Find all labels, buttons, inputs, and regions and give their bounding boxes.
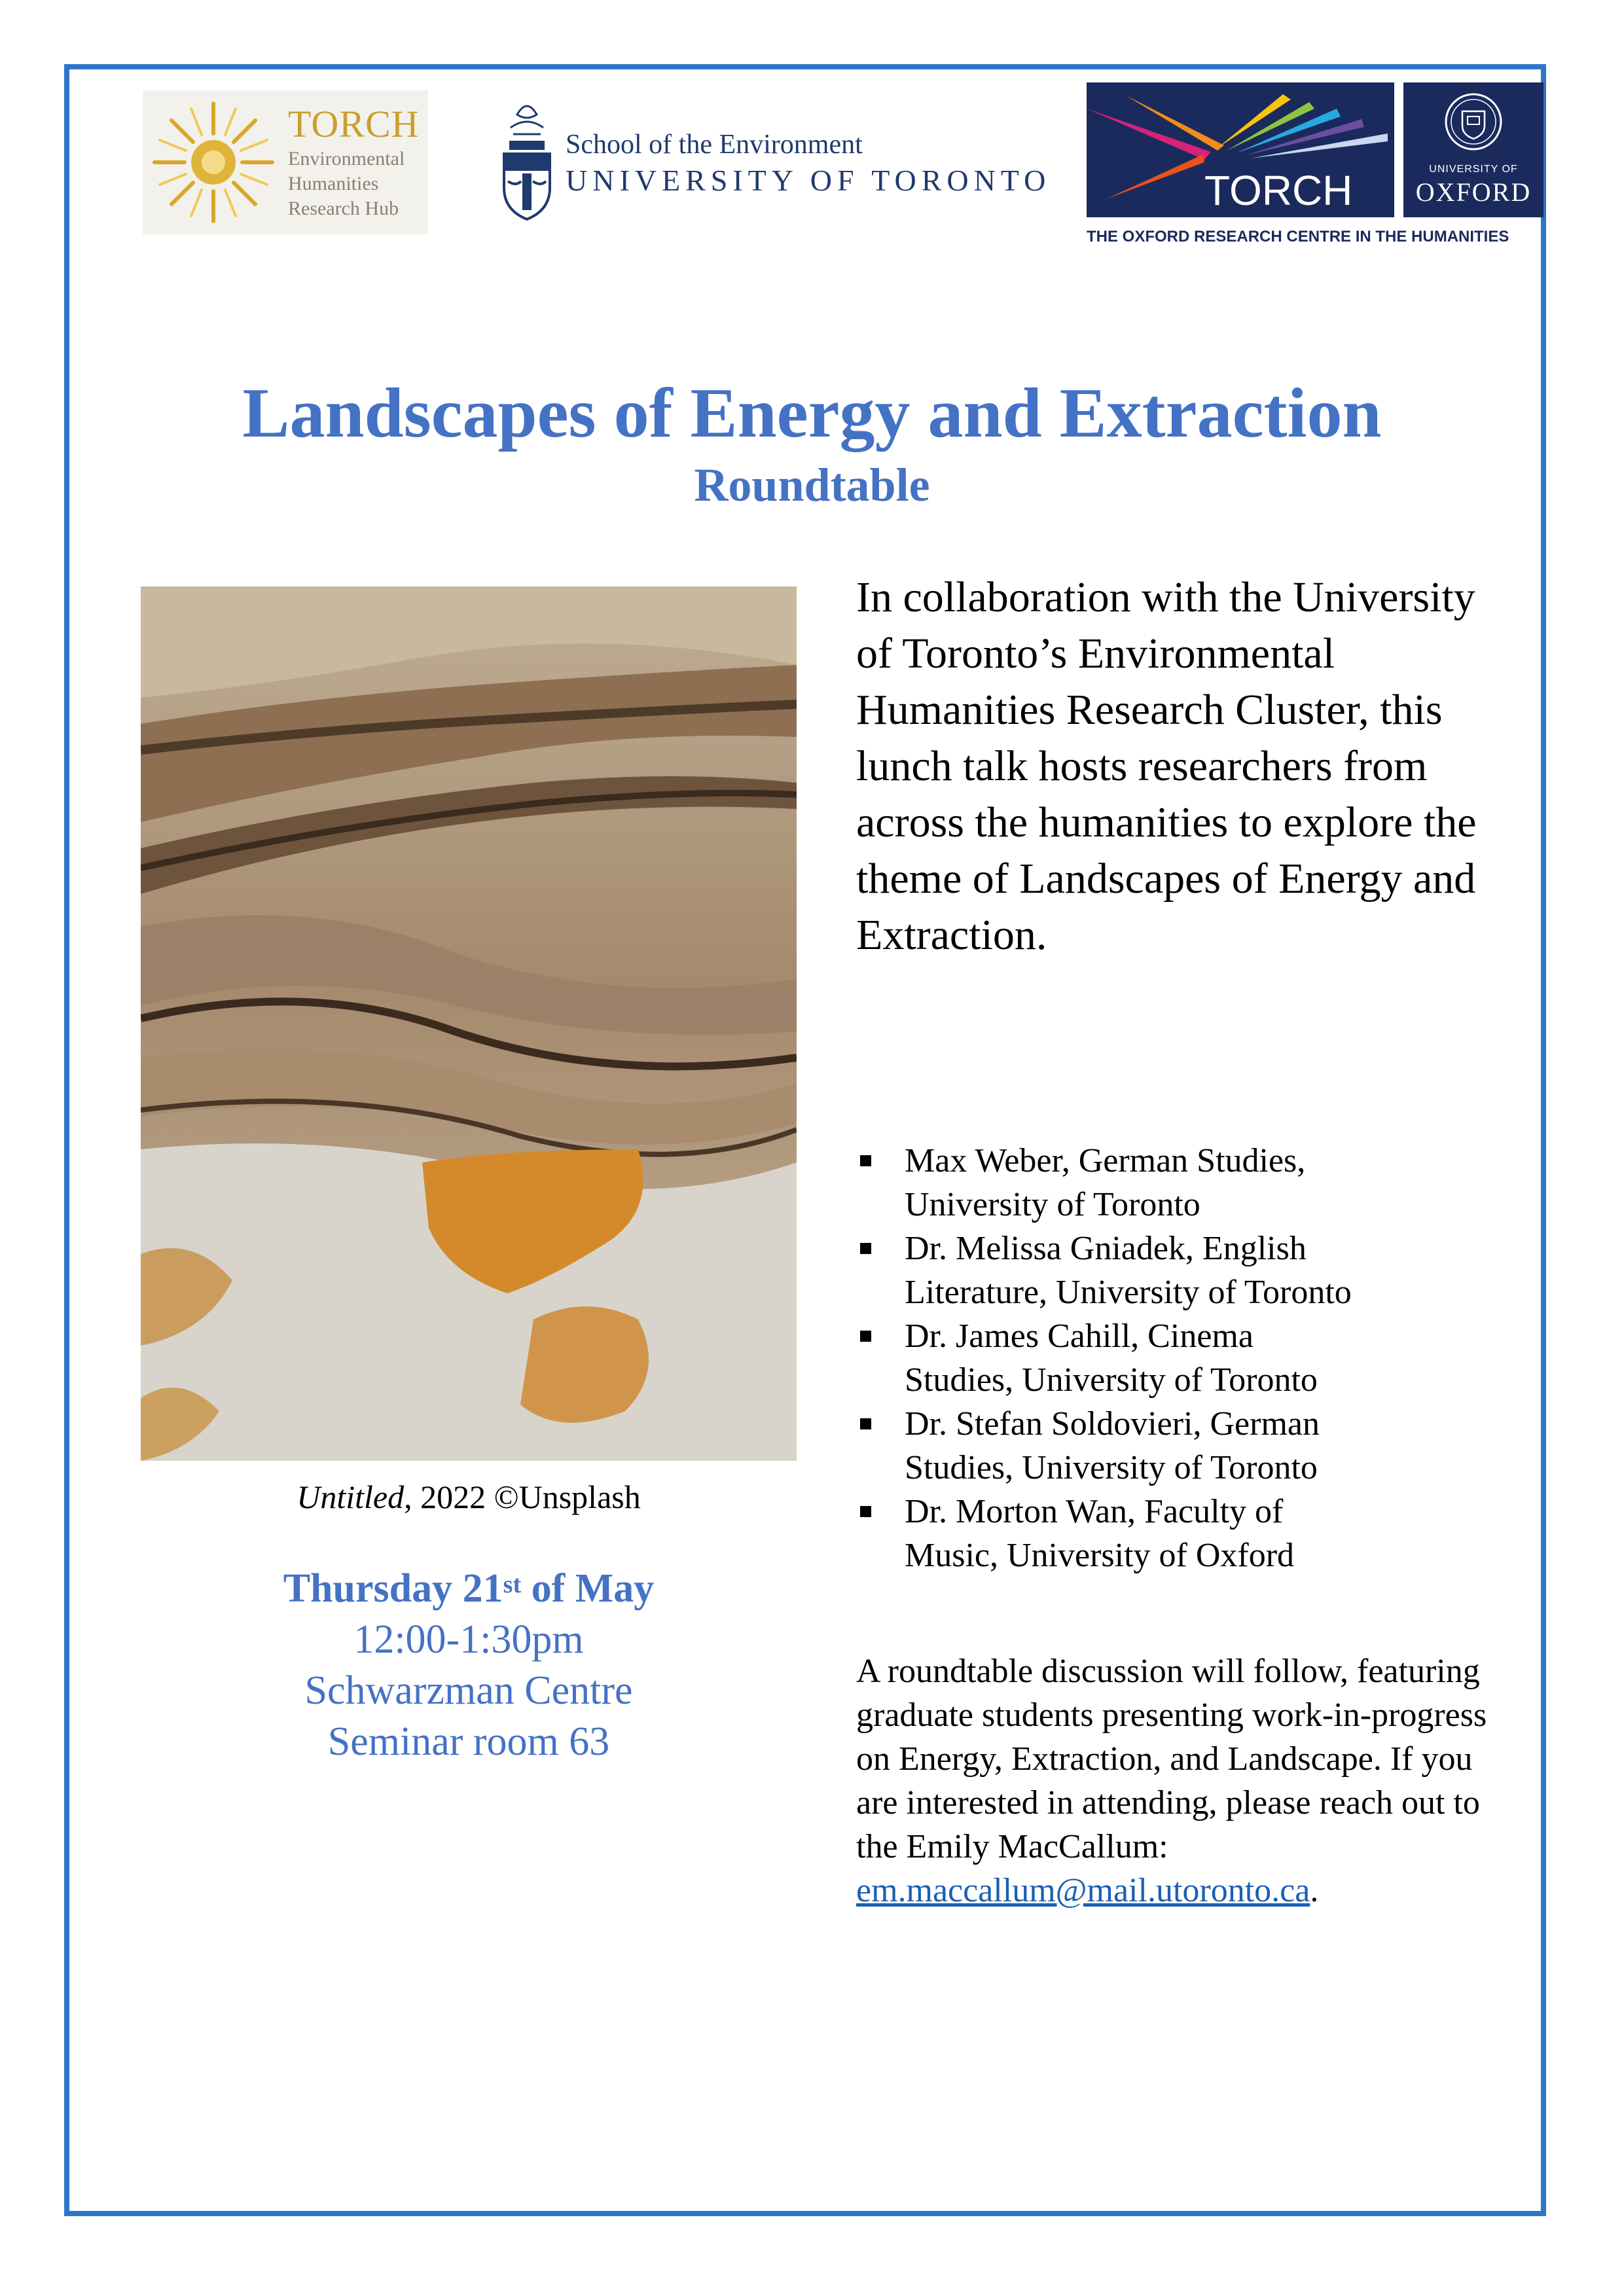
aerial-landscape-photo [141, 586, 797, 1461]
oxford-university-of: UNIVERSITY OF [1429, 164, 1518, 175]
list-item [856, 1139, 1511, 1227]
speaker-line: Literature, University of Toronto [905, 1274, 1352, 1311]
event-date-day: Thursday 21 [283, 1566, 503, 1611]
speaker-line: Studies, University of Toronto [905, 1361, 1318, 1399]
torch-eh-line3: Research Hub [288, 198, 399, 219]
square-bullet-icon [860, 1243, 871, 1254]
event-date-month: of May [521, 1566, 655, 1611]
sun-emblem-icon [148, 97, 279, 228]
closing-period: . [1310, 1872, 1319, 1909]
square-bullet-icon [860, 1418, 871, 1429]
torch-eh-subtitle [288, 147, 405, 221]
list-item [856, 1227, 1511, 1314]
speaker-line: Dr. Stefan Soldovieri, German [905, 1405, 1320, 1443]
event-date [141, 1563, 797, 1614]
uoft-school-name: School of the Environment [566, 130, 863, 160]
list-item [856, 1490, 1511, 1577]
closing-text: A roundtable discussion will follow, featuring graduate students presenting work-in-progress on Energy, Extraction, and Landscape. If you are interested in attending, please reach out to the Emily MacCallum: [856, 1653, 1487, 1865]
caption-title: Untitled [297, 1479, 405, 1515]
torch-environmental-humanities-logo [143, 90, 428, 234]
square-bullet-icon [860, 1155, 871, 1166]
uoft-university-name: UNIVERSITY OF TORONTO [566, 164, 1051, 197]
event-time: 12:00-1:30pm [353, 1617, 584, 1662]
torch-eh-line2: Humanities [288, 173, 379, 194]
oxford-name: OXFORD [1415, 177, 1532, 207]
torch-wordmark: TORCH [1204, 167, 1353, 214]
speaker-line: Dr. Melissa Gniadek, English [905, 1230, 1307, 1267]
speaker-line: Music, University of Oxford [905, 1537, 1295, 1574]
caption-credit: , 2022 ©Unsplash [404, 1479, 641, 1515]
speaker-line: Studies, University of Toronto [905, 1449, 1318, 1486]
torch-oxford-logo [1087, 82, 1545, 253]
speakers-list [856, 1139, 1511, 1577]
university-of-toronto-logo [497, 95, 1060, 226]
speaker-line: Dr. Morton Wan, Faculty of [905, 1493, 1284, 1530]
photo-caption [141, 1478, 797, 1516]
contact-email-link[interactable]: em.maccallum@mail.utoronto.ca [856, 1872, 1310, 1909]
event-title: Landscapes of Energy and Extraction [242, 374, 1382, 452]
speaker-line: Max Weber, German Studies, [905, 1142, 1306, 1179]
speaker-line: University of Toronto [905, 1186, 1200, 1223]
torch-eh-line1: Environmental [288, 148, 405, 170]
torch-eh-title: TORCH [288, 103, 420, 145]
oxford-crest-icon [1403, 82, 1543, 161]
list-item [856, 1314, 1511, 1402]
torch-strapline: THE OXFORD RESEARCH CENTRE IN THE HUMANITIES [1087, 228, 1509, 245]
square-bullet-icon [860, 1331, 871, 1342]
event-room: Seminar room 63 [327, 1719, 610, 1764]
event-venue: Schwarzman Centre [304, 1668, 633, 1713]
list-item [856, 1402, 1511, 1490]
intro-paragraph: In collaboration with the University of Toronto’s Environmental Humanities Research Cluster, this lunch talk hosts researchers from across the humanities to explore the theme of Landscapes of Energy and Extraction. [856, 573, 1477, 959]
torch-wordmark-box [1087, 82, 1394, 217]
event-subtitle: Roundtable [694, 459, 930, 511]
speaker-line: Dr. James Cahill, Cinema [905, 1318, 1254, 1355]
uoft-crest-icon [497, 95, 556, 226]
event-details [141, 1563, 797, 1767]
closing-paragraph [856, 1649, 1511, 1912]
square-bullet-icon [860, 1506, 871, 1517]
event-date-suffix: st [503, 1571, 522, 1598]
oxford-logo-box [1403, 82, 1543, 217]
